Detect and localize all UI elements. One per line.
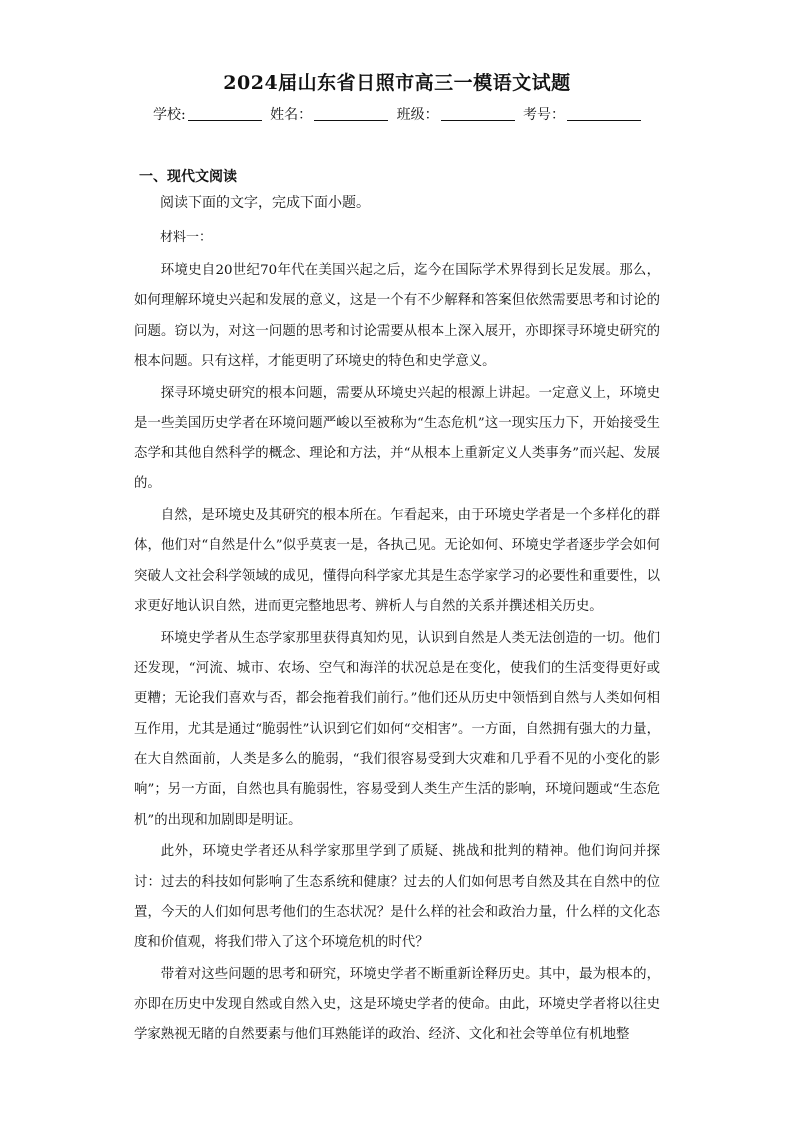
exam-number-field xyxy=(523,104,641,124)
class-field xyxy=(397,104,515,124)
class-blank[interactable] xyxy=(441,106,515,121)
paragraph: 环境史学者从生态学家那里获得真知灼见，认识到自然是人类无法创造的一切。他们还发现，“河流、城市、农场、空气和海洋的状况总是在变化，使我们的生活变得更好或更糟；无论我们喜欢与否，都会拖着我们前行。”他们还从历史中领悟到自然与人类如何相互作用，尤其是通过“脆弱性”认识到它们如何“交相害”。一方面，自然拥有强大的力量，在大自然面前，人类是多么的脆弱，“我们很容易受到大灾难和几乎看不见的小变化的影响”；另一方面，自然也具有脆弱性，容易受到人类生产生活的影响，环境问题或“生态危机”的出现和加剧即是明证。 xyxy=(134,630,660,828)
document-title: 2024届山东省日照市高三一模语文试题 xyxy=(223,72,571,94)
school-blank[interactable] xyxy=(188,106,262,121)
school-label: 学校: xyxy=(152,107,186,123)
name-blank[interactable] xyxy=(314,106,388,121)
paragraph: 环境史自20世纪70年代在美国兴起之后，迄今在国际学术界得到长足发展。那么，如何理解环境史兴起和发展的意义，这是一个有不少解释和答案但依然需要思考和讨论的问题。窃以为，对这一问题的思考和讨论需要从根本上深入展开，亦即探寻环境史研究的根本问题。只有这样，才能更明了环境史的特色和史学意义。 xyxy=(134,263,660,369)
paragraph: 带着对这些问题的思考和研究，环境史学者不断重新诠释历史。其中，最为根本的，亦即在历史中发现自然或自然入史，这是环境史学者的使命。由此，环境史学者将以往史学家熟视无睹的自然要素与他们耳熟能详的政治、经济、文化和社会等单位有机地整 xyxy=(134,966,660,1043)
paragraph: 探寻环境史研究的根本问题，需要从环境史兴起的根源上讲起。一定意义上，环境史是一些美国历史学者在环境问题严峻以至被称为“生态危机”这一现实压力下，开始接受生态学和其他自然科学的概念、理论和方法，并“从根本上重新定义人类事务”而兴起、发展的。 xyxy=(134,385,660,492)
school-field xyxy=(153,104,262,124)
passage-body xyxy=(134,256,660,1052)
section-heading: 一、现代文阅读 xyxy=(139,169,237,185)
class-label: 班级： xyxy=(396,107,439,123)
name-label: 姓名： xyxy=(270,107,313,123)
student-info-row xyxy=(0,104,794,124)
exam-number-blank[interactable] xyxy=(567,106,641,121)
paragraph: 此外，环境史学者还从科学家那里学到了质疑、挑战和批判的精神。他们询问并探讨：过去的科技如何影响了生态系统和健康？过去的人们如何思考自然及其在自然中的位置，今天的人们如何思考他们的生态状况？是什么样的社会和政治力量，什么样的文化态度和价值观，将我们带入了这个环境危机的时代？ xyxy=(134,844,660,951)
exam-number-label: 考号： xyxy=(523,107,566,123)
material-label: 材料一： xyxy=(160,230,213,245)
paragraph: 自然，是环境史及其研究的根本所在。乍看起来，由于环境史学者是一个多样化的群体，他们对“自然是什么”似乎莫衷一是，各执己见。无论如何、环境史学者逐步学会如何突破人文社会科学领域的成见，懂得向科学家尤其是生态学家学习的必要性和重要性，以求更好地认识自然，进而更完整地思考、辨析人与自然的关系并撰述相关历史。 xyxy=(134,508,660,615)
reading-instruction: 阅读下面的文字，完成下面小题。 xyxy=(160,195,370,211)
name-field xyxy=(270,104,388,124)
